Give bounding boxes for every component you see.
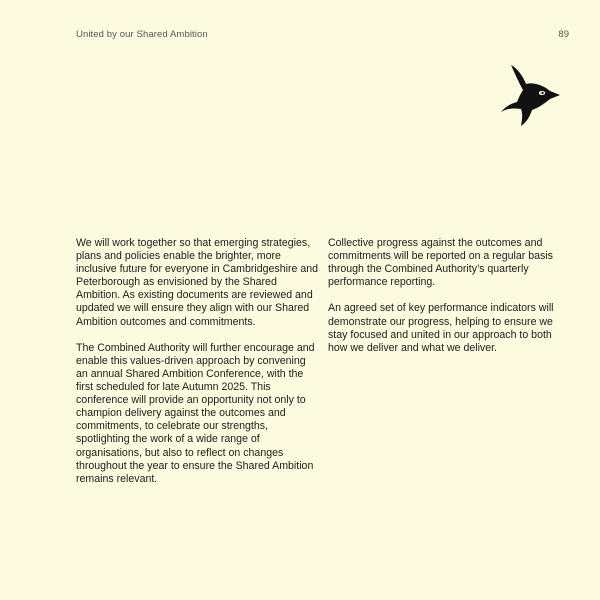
bird-icon: [497, 62, 563, 128]
paragraph: The Combined Authority will further encourage and enable this values-driven approach by convening an annual Shared Ambition Conference, with the first scheduled for late Autumn 2025. This conference will provide an opportunity not only to champion delivery against the outcomes and commitments, to celebrate our strengths, spotlighting the work of a wide range of organisations, but also to reflect on changes throughout the year to ensure the Shared Ambition remains relevant.: [76, 341, 315, 485]
running-header: United by our Shared Ambition: [76, 29, 208, 40]
paragraph: We will work together so that emerging strategies, plans and policies enable the brighter, more inclusive future for everyone in Cambridgeshire and Peterborough as envisioned by the Shared Ambition. As existing documents are reviewed and updated we will ensure they align with our Shared Ambition outcomes and commitments.: [76, 237, 319, 328]
paragraph: An agreed set of key performance indicators will demonstrate our progress, helping to ensure we stay focused and united in our approach to both how we deliver and what we deliver.: [328, 302, 554, 354]
right-text-column: [328, 237, 572, 368]
paragraph: Collective progress against the outcomes and commitments will be reported on a regular basis through the Combined Authority’s quarterly performance reporting.: [328, 237, 553, 289]
left-text-column: [76, 237, 320, 499]
page-number: 89: [558, 29, 569, 40]
